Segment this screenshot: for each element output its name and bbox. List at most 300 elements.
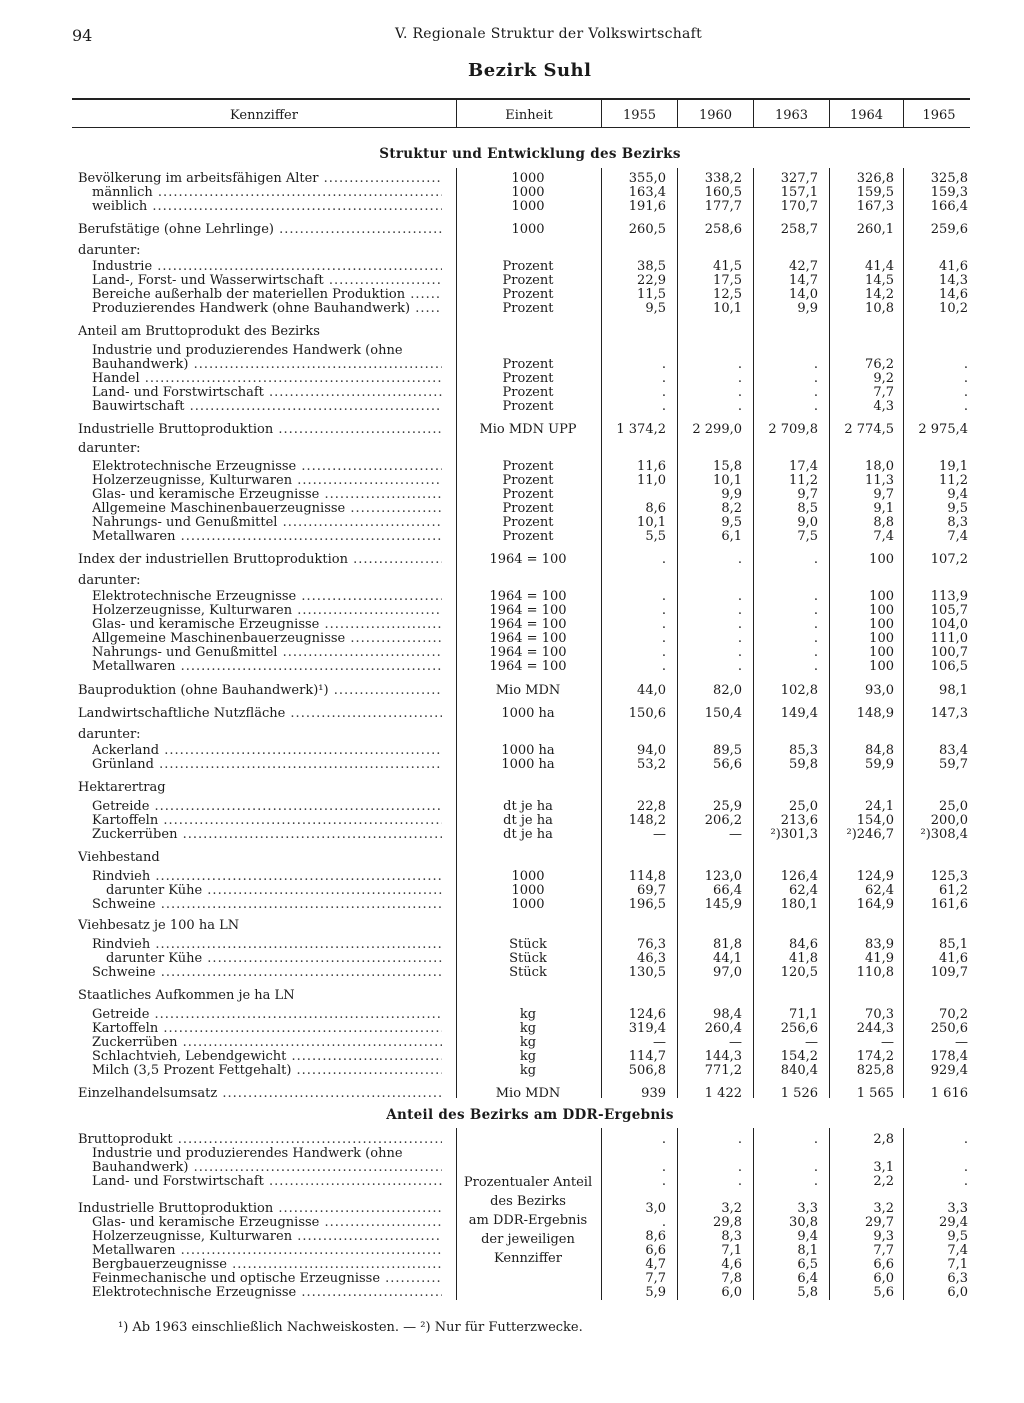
shared-unit-line: Kennziffer bbox=[494, 1251, 562, 1266]
row-unit: 1000 bbox=[511, 171, 545, 186]
row-value: 22,9 bbox=[637, 273, 666, 288]
row-value: . bbox=[963, 1174, 968, 1189]
row-value: 8,6 bbox=[645, 501, 666, 516]
row-value: 258,6 bbox=[704, 222, 742, 237]
row-label: Bauproduktion (ohne Bauhandwerk)¹) ..... bbox=[78, 683, 442, 698]
row-value: . bbox=[661, 631, 666, 646]
row-value: 25,0 bbox=[789, 799, 818, 814]
table-row bbox=[0, 1160, 1024, 1175]
row-value: 6,6 bbox=[645, 1243, 666, 1258]
row-value: 10,1 bbox=[713, 301, 742, 316]
row-value: 9,2 bbox=[873, 371, 894, 386]
row-value: . bbox=[737, 1132, 742, 1147]
row-value: . bbox=[813, 589, 818, 604]
row-value: 14,7 bbox=[789, 273, 818, 288]
row-unit: 1000 bbox=[511, 883, 545, 898]
row-label: Bevölkerung im arbeitsfähigen Alter ..... bbox=[78, 171, 442, 186]
row-value: 85,3 bbox=[789, 743, 818, 758]
row-value: 7,4 bbox=[947, 1243, 968, 1258]
table-row bbox=[0, 399, 1024, 414]
table-row bbox=[0, 573, 1024, 588]
row-value: 3,3 bbox=[947, 1201, 968, 1216]
row-label: Schweine ..... bbox=[92, 897, 442, 912]
row-value: 6,3 bbox=[947, 1271, 968, 1286]
row-value: 9,0 bbox=[797, 515, 818, 530]
row-value: 59,9 bbox=[865, 757, 894, 772]
row-value: 8,5 bbox=[797, 501, 818, 516]
row-value: 29,7 bbox=[865, 1215, 894, 1230]
row-unit: Stück bbox=[509, 965, 547, 980]
row-value: 157,1 bbox=[780, 185, 818, 200]
row-unit: Prozent bbox=[502, 273, 554, 288]
row-value: 3,3 bbox=[797, 1201, 818, 1216]
row-value: 9,1 bbox=[873, 501, 894, 516]
row-value: 126,4 bbox=[780, 869, 818, 884]
row-value: 25,9 bbox=[713, 799, 742, 814]
row-value: . bbox=[737, 631, 742, 646]
row-value: 66,4 bbox=[713, 883, 742, 898]
row-value: . bbox=[963, 1160, 968, 1175]
row-label: Metallwaren ..... bbox=[92, 529, 442, 544]
row-value: 98,4 bbox=[713, 1007, 742, 1022]
row-value: 124,6 bbox=[628, 1007, 666, 1022]
row-value: 161,6 bbox=[930, 897, 968, 912]
row-label: darunter: bbox=[78, 727, 141, 742]
row-value: . bbox=[661, 659, 666, 674]
table-row bbox=[0, 473, 1024, 488]
row-value: 41,5 bbox=[713, 259, 742, 274]
row-value: . bbox=[737, 399, 742, 414]
row-value: 97,0 bbox=[713, 965, 742, 980]
row-value: . bbox=[737, 659, 742, 674]
row-value: 62,4 bbox=[789, 883, 818, 898]
row-value: . bbox=[661, 552, 666, 567]
row-value: 5,9 bbox=[645, 1285, 666, 1300]
row-value: 100 bbox=[869, 603, 894, 618]
row-value: 2 299,0 bbox=[692, 422, 742, 437]
table-row bbox=[0, 324, 1024, 339]
row-value: 244,3 bbox=[856, 1021, 894, 1036]
table-row bbox=[0, 371, 1024, 386]
row-value: 100,7 bbox=[930, 645, 968, 660]
row-value: 100 bbox=[869, 552, 894, 567]
row-value: 150,4 bbox=[704, 706, 742, 721]
row-value: 7,7 bbox=[873, 1243, 894, 1258]
row-unit: kg bbox=[519, 1063, 537, 1078]
row-label: Landwirtschaftliche Nutzfläche ..... bbox=[78, 706, 442, 721]
row-label: Elektrotechnische Erzeugnisse ..... bbox=[92, 589, 442, 604]
row-value: 180,1 bbox=[780, 897, 818, 912]
row-value: 8,2 bbox=[721, 501, 742, 516]
row-value: 22,8 bbox=[637, 799, 666, 814]
row-value: 105,7 bbox=[930, 603, 968, 618]
row-value: 30,8 bbox=[789, 1215, 818, 1230]
row-value: 123,0 bbox=[704, 869, 742, 884]
row-label: Land- und Forstwirtschaft ..... bbox=[92, 385, 442, 400]
table-row bbox=[0, 552, 1024, 567]
row-value: 2,2 bbox=[873, 1174, 894, 1189]
row-value: 148,2 bbox=[628, 813, 666, 828]
row-value: . bbox=[813, 357, 818, 372]
row-value: 12,5 bbox=[713, 287, 742, 302]
table-row bbox=[0, 937, 1024, 952]
row-unit: Prozent bbox=[502, 515, 554, 530]
row-value: . bbox=[737, 371, 742, 386]
row-value: 9,9 bbox=[721, 487, 742, 502]
row-value: 9,5 bbox=[645, 301, 666, 316]
row-label: Berufstätige (ohne Lehrlinge) ..... bbox=[78, 222, 442, 237]
row-value: 6,4 bbox=[797, 1271, 818, 1286]
row-label: Elektrotechnische Erzeugnisse ..... bbox=[92, 1285, 442, 1300]
row-value: 2 709,8 bbox=[768, 422, 818, 437]
row-value: 84,8 bbox=[865, 743, 894, 758]
row-label: Einzelhandelsumsatz ..... bbox=[78, 1086, 442, 1101]
row-label: Schlachtvieh, Lebendgewicht ..... bbox=[92, 1049, 442, 1064]
row-value: 6,0 bbox=[873, 1271, 894, 1286]
row-unit: Mio MDN UPP bbox=[479, 422, 577, 437]
row-label: Kartoffeln ..... bbox=[92, 813, 442, 828]
row-value: 3,1 bbox=[873, 1160, 894, 1175]
row-value: 1 526 bbox=[780, 1086, 818, 1101]
row-value: 196,5 bbox=[628, 897, 666, 912]
row-unit: 1964 = 100 bbox=[489, 603, 567, 618]
row-value: 111,0 bbox=[930, 631, 968, 646]
row-value: . bbox=[813, 645, 818, 660]
table-row bbox=[0, 850, 1024, 865]
row-value: 939 bbox=[641, 1086, 666, 1101]
row-value: 81,8 bbox=[713, 937, 742, 952]
row-value: — bbox=[729, 1035, 742, 1050]
row-value: 59,8 bbox=[789, 757, 818, 772]
row-value: 125,3 bbox=[930, 869, 968, 884]
row-label: Rindvieh ..... bbox=[92, 869, 442, 884]
row-unit: 1000 bbox=[511, 185, 545, 200]
row-label: Nahrungs- und Genußmittel ..... bbox=[92, 645, 442, 660]
row-value: . bbox=[813, 399, 818, 414]
row-label: Allgemeine Maschinenbauerzeugnisse ..... bbox=[92, 631, 442, 646]
row-label: Schweine ..... bbox=[92, 965, 442, 980]
row-value: 154,2 bbox=[780, 1049, 818, 1064]
row-value: 256,6 bbox=[780, 1021, 818, 1036]
row-value: 10,1 bbox=[637, 515, 666, 530]
row-value: 771,2 bbox=[704, 1063, 742, 1078]
row-value: 8,8 bbox=[873, 515, 894, 530]
row-value: 6,1 bbox=[721, 529, 742, 544]
row-value: 82,0 bbox=[713, 683, 742, 698]
row-label: Industrielle Bruttoproduktion ..... bbox=[78, 422, 442, 437]
row-value: 164,9 bbox=[856, 897, 894, 912]
header-1960: 1960 bbox=[698, 108, 733, 123]
row-value: 53,2 bbox=[637, 757, 666, 772]
row-value: 93,0 bbox=[865, 683, 894, 698]
row-label: Produzierendes Handwerk (ohne Bauhandwerk) ..... bbox=[92, 301, 442, 316]
row-value: 506,8 bbox=[628, 1063, 666, 1078]
table-row bbox=[0, 185, 1024, 200]
row-value: 114,7 bbox=[628, 1049, 666, 1064]
row-unit: 1964 = 100 bbox=[489, 631, 567, 646]
row-value: 100 bbox=[869, 631, 894, 646]
row-value: 44,1 bbox=[713, 951, 742, 966]
row-value: 11,0 bbox=[637, 473, 666, 488]
table-row bbox=[0, 222, 1024, 237]
row-label: Anteil am Bruttoprodukt des Bezirks bbox=[78, 324, 320, 339]
row-label: Industrielle Bruttoproduktion ..... bbox=[78, 1201, 442, 1216]
table-row bbox=[0, 603, 1024, 618]
row-value: 11,6 bbox=[637, 459, 666, 474]
row-value: 326,8 bbox=[856, 171, 894, 186]
table-row bbox=[0, 487, 1024, 502]
row-value: 159,3 bbox=[930, 185, 968, 200]
row-value: 5,6 bbox=[873, 1285, 894, 1300]
row-value: 14,2 bbox=[865, 287, 894, 302]
row-unit: Mio MDN bbox=[495, 1086, 561, 1101]
row-value: 7,4 bbox=[947, 529, 968, 544]
row-value: 145,9 bbox=[704, 897, 742, 912]
table-row bbox=[0, 243, 1024, 258]
row-label: darunter: bbox=[78, 573, 141, 588]
row-value: 163,4 bbox=[628, 185, 666, 200]
row-value: 149,4 bbox=[780, 706, 818, 721]
row-value: . bbox=[813, 631, 818, 646]
table-row bbox=[0, 501, 1024, 516]
row-value: 2 975,4 bbox=[918, 422, 968, 437]
row-value: 29,4 bbox=[939, 1215, 968, 1230]
table-row bbox=[0, 706, 1024, 721]
row-value: 7,8 bbox=[721, 1271, 742, 1286]
table-row bbox=[0, 1132, 1024, 1147]
row-value: — bbox=[653, 827, 666, 842]
row-value: . bbox=[737, 617, 742, 632]
row-value: 83,4 bbox=[939, 743, 968, 758]
row-unit: Prozent bbox=[502, 259, 554, 274]
row-label: Holzerzeugnisse, Kulturwaren ..... bbox=[92, 1229, 442, 1244]
section-heading-ddr-share: Anteil des Bezirks am DDR-Ergebnis bbox=[386, 1107, 674, 1123]
row-value: . bbox=[963, 1132, 968, 1147]
row-value: 71,1 bbox=[789, 1007, 818, 1022]
row-value: . bbox=[813, 659, 818, 674]
row-value: 6,0 bbox=[721, 1285, 742, 1300]
row-value: 5,5 bbox=[645, 529, 666, 544]
row-label: Industrie und produzierendes Handwerk (ohne bbox=[92, 1146, 403, 1161]
row-label: Bergbauerzeugnisse ..... bbox=[92, 1257, 442, 1272]
row-value: . bbox=[963, 357, 968, 372]
row-value: . bbox=[661, 1174, 666, 1189]
table-row bbox=[0, 988, 1024, 1003]
row-unit: 1000 ha bbox=[501, 743, 555, 758]
row-label: Glas- und keramische Erzeugnisse ..... bbox=[92, 487, 442, 502]
table-row bbox=[0, 780, 1024, 795]
row-label: männlich ..... bbox=[92, 185, 442, 200]
row-label: Grünland ..... bbox=[92, 757, 442, 772]
row-value: . bbox=[813, 385, 818, 400]
table-row bbox=[0, 617, 1024, 632]
row-value: 41,4 bbox=[865, 259, 894, 274]
row-value: 100 bbox=[869, 617, 894, 632]
row-value: 10,8 bbox=[865, 301, 894, 316]
row-label: Industrie und produzierendes Handwerk (ohne bbox=[92, 343, 403, 358]
row-value: . bbox=[963, 385, 968, 400]
row-value: . bbox=[661, 1160, 666, 1175]
row-value: 8,6 bbox=[645, 1229, 666, 1244]
row-unit: 1000 bbox=[511, 222, 545, 237]
row-label: Bauhandwerk) ..... bbox=[92, 357, 442, 372]
row-value: 42,7 bbox=[789, 259, 818, 274]
row-value: 1 374,2 bbox=[616, 422, 666, 437]
row-value: 319,4 bbox=[628, 1021, 666, 1036]
row-label: weiblich ..... bbox=[92, 199, 442, 214]
row-value: — bbox=[805, 1035, 818, 1050]
table-row bbox=[0, 897, 1024, 912]
row-label: Holzerzeugnisse, Kulturwaren ..... bbox=[92, 603, 442, 618]
row-value: 7,7 bbox=[873, 385, 894, 400]
row-value: 9,5 bbox=[947, 501, 968, 516]
shared-unit-line: am DDR-Ergebnis bbox=[468, 1213, 588, 1228]
row-label: Allgemeine Maschinenbauerzeugnisse ..... bbox=[92, 501, 442, 516]
row-value: 62,4 bbox=[865, 883, 894, 898]
row-unit: 1000 bbox=[511, 869, 545, 884]
header-kennziffer: Kennziffer bbox=[230, 108, 298, 123]
table-row bbox=[0, 515, 1024, 530]
row-label: Kartoffeln ..... bbox=[92, 1021, 442, 1036]
row-value: 8,1 bbox=[797, 1243, 818, 1258]
header-1955: 1955 bbox=[622, 108, 657, 123]
row-label: Metallwaren ..... bbox=[92, 659, 442, 674]
row-value: 7,5 bbox=[797, 529, 818, 544]
row-value: 191,6 bbox=[628, 199, 666, 214]
row-label: Elektrotechnische Erzeugnisse ..... bbox=[92, 459, 442, 474]
row-value: — bbox=[955, 1035, 968, 1050]
row-value: 76,3 bbox=[637, 937, 666, 952]
table-row bbox=[0, 883, 1024, 898]
row-label: Industrie ..... bbox=[92, 259, 442, 274]
row-label: Hektarertrag bbox=[78, 780, 166, 795]
row-value: ²)301,3 bbox=[770, 827, 818, 842]
table-row bbox=[0, 199, 1024, 214]
row-value: 19,1 bbox=[939, 459, 968, 474]
row-unit: dt je ha bbox=[503, 827, 553, 842]
row-value: 83,9 bbox=[865, 937, 894, 952]
row-unit: dt je ha bbox=[503, 799, 553, 814]
row-value: 5,8 bbox=[797, 1285, 818, 1300]
row-value: 1 422 bbox=[704, 1086, 742, 1101]
row-value: 170,7 bbox=[780, 199, 818, 214]
row-value: 104,0 bbox=[930, 617, 968, 632]
row-value: 14,5 bbox=[865, 273, 894, 288]
row-value: 178,4 bbox=[930, 1049, 968, 1064]
row-value: . bbox=[963, 399, 968, 414]
row-unit: Prozent bbox=[502, 357, 554, 372]
row-value: . bbox=[737, 385, 742, 400]
row-label: Feinmechanische und optische Erzeugnisse ..... bbox=[92, 1271, 442, 1286]
row-value: 100 bbox=[869, 645, 894, 660]
row-value: . bbox=[737, 1174, 742, 1189]
row-value: 9,4 bbox=[797, 1229, 818, 1244]
shared-unit-line: der jeweiligen bbox=[481, 1232, 575, 1247]
chapter-heading: V. Regionale Struktur der Volkswirtschaft bbox=[395, 26, 703, 42]
table-row bbox=[0, 1215, 1024, 1230]
table-row bbox=[0, 343, 1024, 358]
row-value: 167,3 bbox=[856, 199, 894, 214]
row-value: . bbox=[737, 589, 742, 604]
row-unit: 1964 = 100 bbox=[489, 552, 567, 567]
row-value: 11,5 bbox=[637, 287, 666, 302]
row-value: ²)246,7 bbox=[846, 827, 894, 842]
table-row bbox=[0, 951, 1024, 966]
row-value: 200,0 bbox=[930, 813, 968, 828]
row-value: 29,8 bbox=[713, 1215, 742, 1230]
row-value: 56,6 bbox=[713, 757, 742, 772]
table-row bbox=[0, 1285, 1024, 1300]
row-value: 260,5 bbox=[628, 222, 666, 237]
row-value: . bbox=[737, 603, 742, 618]
table-row bbox=[0, 1007, 1024, 1022]
row-value: 3,0 bbox=[645, 1201, 666, 1216]
table-row bbox=[0, 1174, 1024, 1189]
header-bottom-rule bbox=[72, 127, 970, 128]
table-row bbox=[0, 287, 1024, 302]
row-value: 110,8 bbox=[856, 965, 894, 980]
row-value: 41,9 bbox=[865, 951, 894, 966]
row-value: 69,7 bbox=[637, 883, 666, 898]
row-value: 76,2 bbox=[865, 357, 894, 372]
page-number: 94 bbox=[72, 26, 93, 45]
row-label: Viehbesatz je 100 ha LN bbox=[78, 918, 240, 933]
row-value: 150,6 bbox=[628, 706, 666, 721]
row-value: 9,7 bbox=[797, 487, 818, 502]
row-unit: Prozent bbox=[502, 287, 554, 302]
table-row bbox=[0, 1201, 1024, 1216]
row-value: 9,5 bbox=[721, 515, 742, 530]
row-value: 4,6 bbox=[721, 1257, 742, 1272]
row-unit: Prozent bbox=[502, 301, 554, 316]
row-unit: 1000 ha bbox=[501, 757, 555, 772]
row-value: . bbox=[661, 603, 666, 618]
section-heading-structure: Struktur und Entwicklung des Bezirks bbox=[379, 146, 681, 162]
row-value: 10,1 bbox=[713, 473, 742, 488]
row-value: 120,5 bbox=[780, 965, 818, 980]
shared-unit-line: Prozentualer Anteil bbox=[463, 1175, 593, 1190]
row-value: 8,3 bbox=[947, 515, 968, 530]
row-label: Zuckerrüben ..... bbox=[92, 1035, 442, 1050]
row-value: 7,4 bbox=[873, 529, 894, 544]
row-value: 100 bbox=[869, 659, 894, 674]
row-value: . bbox=[661, 357, 666, 372]
table-row bbox=[0, 869, 1024, 884]
row-label: Getreide ..... bbox=[92, 799, 442, 814]
row-unit: Prozent bbox=[502, 399, 554, 414]
row-unit: 1964 = 100 bbox=[489, 589, 567, 604]
footnote: ¹) Ab 1963 einschließlich Nachweiskosten. — ²) Nur für Futterzwecke. bbox=[118, 1320, 583, 1335]
page-title: Bezirk Suhl bbox=[468, 60, 592, 81]
row-unit: 1000 ha bbox=[501, 706, 555, 721]
table-row bbox=[0, 1049, 1024, 1064]
row-value: . bbox=[661, 399, 666, 414]
row-value: 9,7 bbox=[873, 487, 894, 502]
row-value: 206,2 bbox=[704, 813, 742, 828]
table-row bbox=[0, 1063, 1024, 1078]
table-row bbox=[0, 727, 1024, 742]
row-label: Glas- und keramische Erzeugnisse ..... bbox=[92, 1215, 442, 1230]
table-row bbox=[0, 1146, 1024, 1161]
table-row bbox=[0, 422, 1024, 437]
row-unit: kg bbox=[519, 1007, 537, 1022]
row-label: Glas- und keramische Erzeugnisse ..... bbox=[92, 617, 442, 632]
table-row bbox=[0, 743, 1024, 758]
row-value: 84,6 bbox=[789, 937, 818, 952]
row-value: . bbox=[813, 371, 818, 386]
row-unit: Prozent bbox=[502, 501, 554, 516]
row-value: 9,4 bbox=[947, 487, 968, 502]
